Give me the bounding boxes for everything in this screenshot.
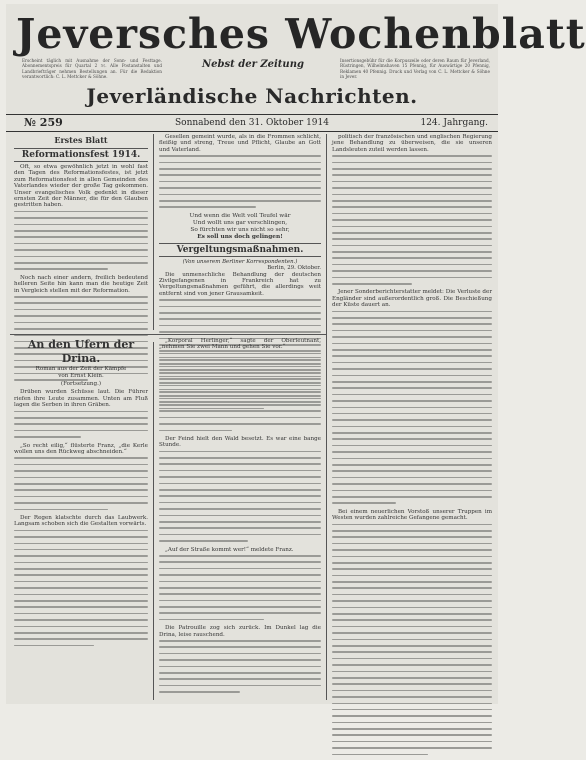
article-paragraph: politisch der französischen und englischen Regierung jene Behandlung zu überweisen, die sie unseren Landsleuten zuteil werden lassen. bbox=[332, 134, 492, 153]
column-rule-3 bbox=[153, 342, 154, 700]
column-rule-1 bbox=[153, 134, 154, 330]
article-paragraph: Die unmenschliche Behandlung der deutschen Zivilgefangenen in Frankreich hat zu Vergeltungsmaßnahmen geführt, die allerdings weit entfernt sind von jener Grausamkeit. bbox=[159, 271, 321, 297]
text-block bbox=[159, 555, 321, 621]
article-dateline: Berlin, 29. Oktober. bbox=[267, 265, 321, 272]
article-paragraph: Oft, so etwa gewöhnlich jetzt in wohl fast den Tagen des Reformationsfestes, ist jetzt zum Reformationsfest in allen Gemeinden des Vaterlandes wieder der große Tag gekommen. Unser evangelisches Volk gedenkt in dieser ernsten Zeit der Männer, die für den Glauben gestritten haben. bbox=[14, 164, 148, 209]
serial-paragraph: Der Regen klatschte durch das Laubwerk. Langsam schoben sich die Gestalten vorwärts. bbox=[14, 514, 148, 528]
text-block bbox=[332, 311, 492, 504]
dateline bbox=[6, 114, 498, 132]
text-block bbox=[332, 155, 492, 284]
serial-column-middle bbox=[159, 338, 321, 698]
serial-paragraph: Der Feind hielt den Wald besetzt. Es war eine bange Stunde. bbox=[159, 435, 321, 449]
verse-line: Und wollt uns gar verschlingen, bbox=[192, 219, 288, 226]
serial-byline: Roman aus der Zeit der Kämpfe bbox=[35, 366, 127, 372]
article-paragraph: Noch nach einer andern, freilich bedeutend helleren Seite hin kann man die heutige Zeit in Vergleich stellen mit der Reformation. bbox=[14, 274, 148, 294]
serial-chapter: (Fortsetzung.) bbox=[60, 381, 102, 387]
text-block bbox=[14, 530, 148, 647]
newspaper-title: Jeversches Wochenblatt bbox=[16, 10, 586, 58]
newspaper-page bbox=[6, 4, 586, 704]
text-block bbox=[159, 353, 321, 431]
article-headline-reformation: Reformationsfest 1914. bbox=[14, 148, 148, 162]
verse-line: So fürchten wir uns nicht so sehr, bbox=[190, 226, 290, 233]
subtitle-big: Jeverländische Nachrichten. bbox=[86, 84, 418, 108]
serial-headline: An den Ufern der Drina. bbox=[27, 338, 135, 365]
hymn-verse bbox=[159, 213, 321, 241]
subscription-info: Erscheint täglich mit Ausnahme der Sonn- und Festtage. Abonnementspreis für Quartal 2 ℳ. Alle Postanstalten und Landbriefträger nehmen Bestellungen an. Für die Redaktion verantwortlich: C. L. Mettcker & Söhne. bbox=[22, 58, 162, 80]
serial-paragraph: Drüben wurden Schüsse laut. Die Führer riefen ihre Leute zusammen. Unten am Fluß lagen die Serben in ihren Gräben. bbox=[14, 389, 148, 409]
text-block bbox=[14, 457, 148, 510]
article-source: (Von unserem Berliner Korrespondenten.) bbox=[182, 258, 298, 265]
column-rule-2 bbox=[326, 134, 327, 700]
article-paragraph: Jener Sonderberichterstatter meldet: Die Verluste der Engländer sind außerordentlich groß. Die Beschießung der Küste dauert an. bbox=[332, 289, 492, 309]
serial-paragraph: Die Patrouille zog sich zurück. Im Dunkel lag die Drina, leise rauschend. bbox=[159, 625, 321, 638]
text-block bbox=[332, 524, 492, 756]
text-block bbox=[159, 155, 321, 208]
subtitle-small: Nebst der Zeitung bbox=[202, 59, 304, 70]
text-block bbox=[159, 451, 321, 542]
volume-year: 124. Jahrgang. bbox=[420, 118, 488, 128]
text-block bbox=[14, 211, 148, 270]
serial-paragraph: „Korporal Herlinger,“ sagte der Oberleutnant, „nehmen Sie zwei Mann und gehen Sie vor.“ bbox=[159, 338, 321, 351]
serial-paragraph: „So recht eilig,“ flüsterte Franz, „die Kerle wollen uns den Rückweg abschneiden.“ bbox=[14, 442, 148, 455]
section-label: Erstes Blatt bbox=[54, 135, 108, 145]
serial-column-left bbox=[14, 338, 148, 651]
text-block bbox=[14, 411, 148, 438]
article-headline-vergeltung: Vergeltungsmaßnahmen. bbox=[159, 243, 321, 257]
serial-paragraph: „Auf der Straße kommt wer!“ meldete Franz. bbox=[165, 546, 294, 553]
issue-number: № 259 bbox=[24, 116, 63, 129]
article-paragraph: Bei einem neuerlichen Vorstoß unserer Truppen im Westen wurden zahlreiche Gefangene gemacht. bbox=[332, 508, 492, 522]
column-right bbox=[332, 134, 492, 760]
text-block bbox=[159, 640, 321, 693]
advertising-info: Insertionsgebühr für die Korpuszeile oder deren Raum für Jeverland, Rüstringen, Wilhelmshaven 15 Pfennig, für Auswärtige 20 Pfennig, Reklamen 40 Pfennig. Druck und Verlag von C. L. Mettcker & Söhne in Jever. bbox=[340, 58, 490, 80]
serial-author: von Ernst Klein. bbox=[58, 373, 104, 379]
issue-date: Sonnabend den 31. Oktober 1914 bbox=[175, 118, 329, 128]
verse-line: Es soll uns doch gelingen! bbox=[197, 233, 283, 240]
article-paragraph: Gesellen gemeint wurde, als in die Frommen schlicht, fleißig und streng, Treue und Pflicht, Glaube an Gott und Vaterland. bbox=[159, 134, 321, 153]
serial-separator bbox=[10, 334, 326, 335]
verse-line: Und wenn die Welt voll Teufel wär bbox=[189, 212, 291, 219]
